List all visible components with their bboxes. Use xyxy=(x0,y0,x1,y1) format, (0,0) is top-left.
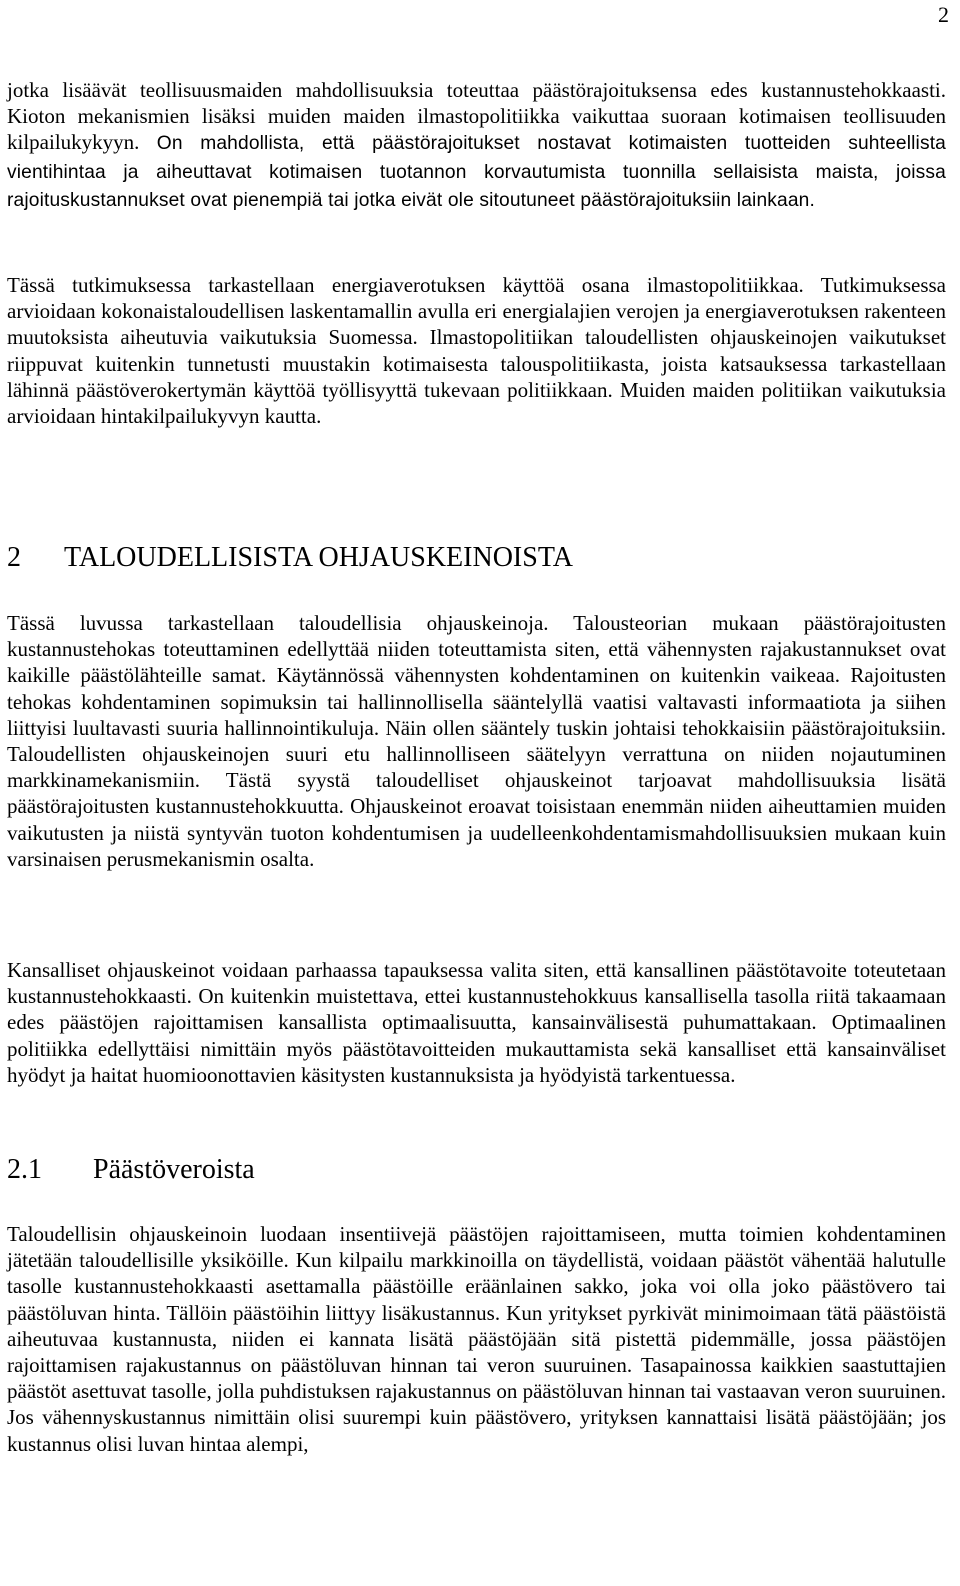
section-heading-2-1 xyxy=(7,1153,255,1187)
paragraph-study-scope: Tässä tutkimuksessa tarkastellaan energiaverotuksen käyttöä osana ilmastopolitiikkaa. Tutkimuksessa arvioidaan kokonaistaloudellisen laskentamallin avulla eri energialajien verojen ja energiaverotuksen rakenteen muutoksista aiheutuvia vaikutuksia Suomessa. Ilmastopolitiikan taloudellisten ohjauskeinojen vaikutukset riippuvat kuitenkin tunnetusti muustakin kotimaisesta talouspolitiikasta, joista katsauksessa tarkastellaan lähinnä päästöverokertymän käyttöä työllisyyttä tukevaan politiikkaan. Muiden maiden politiikan vaikutuksia arvioidaan hintakilpailukyvyn kautta. xyxy=(7,273,946,429)
paragraph-economic-instruments: Tässä luvussa tarkastellaan taloudellisia ohjauskeinoja. Talousteorian mukaan päästörajoitusten kustannustehokas toteuttaminen edellyttää niiden toteuttamista siten, että vähennysten rajakustannukset ovat kaikille päästölähteille samat. Käytännössä vähennysten kohdentaminen on kuitenkin vaikeaa. Rajoitusten tehokas kohdentaminen sopimuksin tai hallinnollisella sääntelyllä vaatisi valtavasti informaatiota ja siihen liittyisi luultavasti suuria hallinnointikuluja. Näin ollen sääntely tuskin johtaisi tehokkaisiin päästörajoituksiin. Taloudellisten ohjauskeinojen suuri etu hallinnolliseen säätelyyn verrattuna on niiden nojautuminen markkinamekanismiin. Tästä syystä taloudelliset ohjauskeinot tarjoavat mahdollisuuksia lisätä päästörajoitusten kustannustehokkuutta. Ohjauskeinot eroavat toisistaan enemmän niiden aiheuttamien muiden vaikutusten ja niistä syntyvän tuoton kohdentumisen ja uudelleenkohdentamismahdollisuuksien mukaan kuin varsinaisen perusmekanismin osalta. xyxy=(7,611,946,871)
page-number: 2 xyxy=(938,2,949,27)
section-number: 2 xyxy=(7,542,21,573)
paragraph-national-instruments: Kansalliset ohjauskeinot voidaan parhaassa tapauksessa valita siten, että kansallinen päästötavoite toteutetaan kustannustehokkaasti. On kuitenkin muistettava, ettei kustannustehokkuus kansallisella tasolla riitä takaamaan edes päästöjen rajoittamisen kansallista optimaalisuutta, kansainvälisestä puhumattakaan. Optimaalinen politiikka edellyttäisi nimittäin myös päästötavoitteiden mukauttamista sekä kansalliset että kansainväliset hyödyt ja haitat huomioonottavien käsitysten kustannuksista ja hyödyistä tarkentuessa. xyxy=(7,958,946,1087)
subsection-number: 2.1 xyxy=(7,1154,42,1185)
section-title: TALOUDELLISISTA OHJAUSKEINOISTA xyxy=(64,542,573,573)
section-heading-2 xyxy=(7,541,573,575)
paragraph-intro xyxy=(7,77,946,214)
paragraph-intro-serif: jotka lisäävät teollisuusmaiden mahdollisuuksia toteuttaa päästörajoituksensa edes kustannustehokkaasti. Kioton mekanismien lisäksi muiden maiden ilmastopolitiikka vaikuttaa suoraan kotimaisen teollisuuden kilpailukykyyn. xyxy=(7,78,946,155)
subsection-title: Päästöveroista xyxy=(93,1154,255,1185)
paragraph-intro-sans: On mahdollista, että päästörajoitukset nostavat kotimaisten tuotteiden suhteellista vientihintaa ja aiheuttavat kotimaisen tuotannon korvautumista tuonnilla sellaisista maista, joissa rajoituskustannukset ovat pienempiä tai jotka eivät ole sitoutuneet päästörajoituksiin lainkaan. xyxy=(7,133,947,211)
paragraph-emission-taxes: Taloudellisin ohjauskeinoin luodaan insentiivejä päästöjen rajoittamiseen, mutta toimien kohdentaminen jätetään taloudellisille yksiköille. Kun kilpailu markkinoilla on täydellistä, voidaan päästöt vähentää halutulle tasolle kustannustehokkaasti asettamalla päästöille eräänlainen sakko, joka voi olla joko päästövero tai päästöluvan hinta. Tällöin päästöihin liittyy lisäkustannus. Kun yritykset pyrkivät minimoimaan tätä päästöistä aiheutuvaa kustannusta, niiden ei kannata lisätä päästöjään sitä pistettä pidemmälle, jossa päästöjen rajoittamisen rajakustannus on päästöluvan hinnan tai veron suuruinen. Tasapainossa kaikkien saastuttajien päästöt asettuvat tasolle, jolla puhdistuksen rajakustannus on päästöluvan hinnan tai vastaavan veron suuruinen. Jos vähennyskustannus nimittäin olisi suurempi kuin päästövero, yrityksen kannattaisi lisätä päästöjään; jos kustannus olisi luvan hintaa alempi, xyxy=(7,1222,946,1456)
